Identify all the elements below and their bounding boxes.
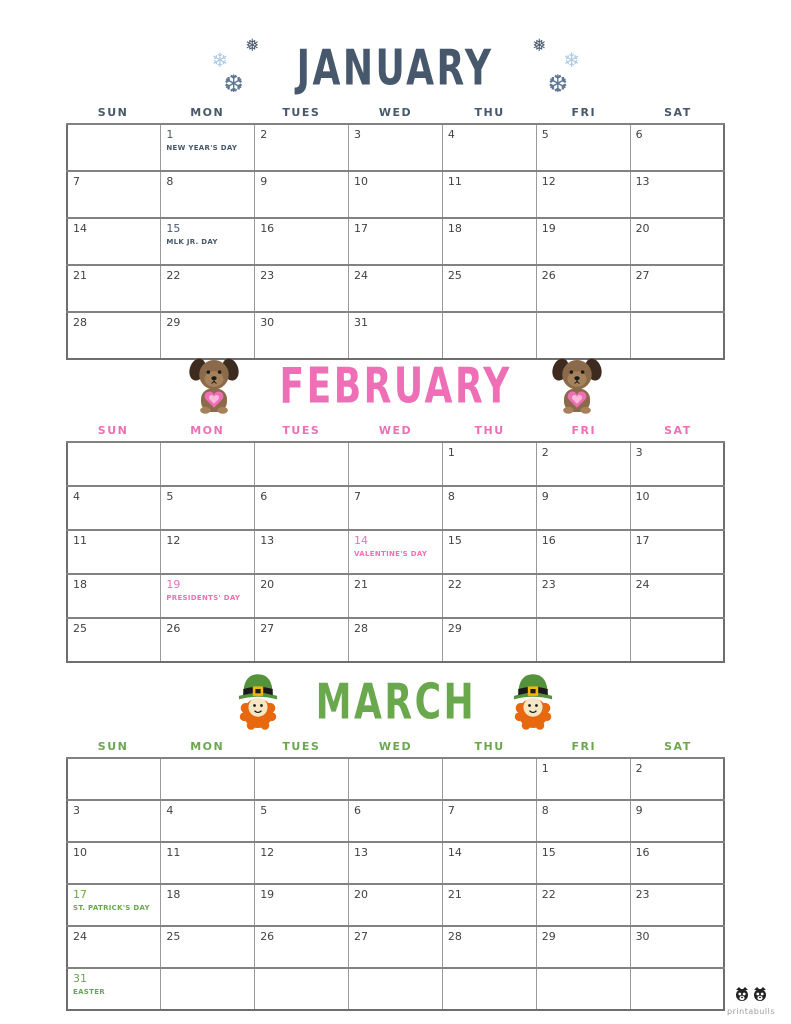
day-cell <box>255 171 349 218</box>
weekday-label: SAT <box>664 106 692 119</box>
month-title: FEBRUARY <box>279 357 512 415</box>
day-cell <box>67 758 161 800</box>
holiday-label: MLK JR. DAY <box>166 238 218 247</box>
weekday-label: SAT <box>664 424 692 437</box>
day-number: 1 <box>166 128 174 141</box>
day-number: 8 <box>447 490 455 503</box>
week-row <box>67 758 724 800</box>
day-number: 21 <box>354 578 369 591</box>
day-number: 17 <box>635 534 650 547</box>
holiday-label: VALENTINE'S DAY <box>354 550 428 559</box>
week-row <box>67 926 724 968</box>
day-cell <box>536 884 630 926</box>
day-number: 9 <box>260 175 268 188</box>
week-row <box>67 968 724 1010</box>
day-cell <box>161 486 255 530</box>
holiday-label: PRESIDENTS' DAY <box>166 594 241 603</box>
day-number: 13 <box>635 175 650 188</box>
day-cell <box>442 442 536 486</box>
day-number: 26 <box>166 622 181 635</box>
day-cell <box>630 884 724 926</box>
day-cell <box>630 574 724 618</box>
day-number: 6 <box>260 490 268 503</box>
day-cell <box>161 574 255 618</box>
weekday-label: MON <box>190 740 225 753</box>
day-number: 5 <box>166 490 174 503</box>
day-number: 18 <box>166 888 181 901</box>
day-cell <box>442 926 536 968</box>
day-cell <box>349 486 443 530</box>
day-cell <box>536 968 630 1010</box>
day-number: 25 <box>447 269 462 282</box>
day-cell <box>67 968 161 1010</box>
day-cell <box>442 968 536 1010</box>
january-title-row <box>0 34 791 102</box>
day-cell <box>349 124 443 171</box>
day-cell <box>67 171 161 218</box>
weekday-row <box>66 740 725 757</box>
day-cell <box>536 618 630 662</box>
week-row <box>67 574 724 618</box>
day-number: 22 <box>541 888 556 901</box>
day-number: 29 <box>166 316 181 329</box>
day-cell <box>67 124 161 171</box>
day-cell <box>630 968 724 1010</box>
snowflakes-icon <box>530 38 580 98</box>
day-cell <box>630 758 724 800</box>
day-cell <box>255 442 349 486</box>
day-cell <box>255 758 349 800</box>
day-cell <box>161 530 255 574</box>
holiday-label: NEW YEAR'S DAY <box>166 144 238 153</box>
month-section-february <box>0 352 791 663</box>
day-number: 3 <box>73 804 80 817</box>
day-cell <box>349 574 443 618</box>
day-cell <box>67 574 161 618</box>
day-number: 13 <box>260 534 275 547</box>
week-row <box>67 842 724 884</box>
day-number: 12 <box>166 534 181 547</box>
day-number: 25 <box>166 930 181 943</box>
day-cell <box>255 218 349 265</box>
day-cell <box>442 218 536 265</box>
day-number: 14 <box>447 846 462 859</box>
day-number: 3 <box>354 128 362 141</box>
day-cell <box>349 758 443 800</box>
weekday-label: TUES <box>282 424 321 437</box>
february-title-row <box>0 352 791 420</box>
day-number: 31 <box>354 316 369 329</box>
day-number: 19 <box>260 888 275 901</box>
day-cell <box>442 618 536 662</box>
weekday-label: THU <box>474 106 505 119</box>
day-number: 10 <box>73 846 87 859</box>
day-number: 26 <box>260 930 275 943</box>
day-number: 9 <box>541 490 549 503</box>
day-number: 16 <box>260 222 275 235</box>
day-cell <box>630 265 724 312</box>
day-number: 30 <box>260 316 275 329</box>
day-cell <box>349 842 443 884</box>
day-number: 8 <box>541 804 549 817</box>
snowflakes-icon <box>211 38 261 98</box>
day-number: 9 <box>635 804 643 817</box>
day-number: 4 <box>447 128 455 141</box>
day-cell <box>349 618 443 662</box>
day-cell <box>161 926 255 968</box>
day-cell <box>255 530 349 574</box>
day-number: 18 <box>447 222 462 235</box>
day-number: 10 <box>354 175 369 188</box>
day-cell <box>67 486 161 530</box>
day-cell <box>349 968 443 1010</box>
day-number: 3 <box>635 446 643 459</box>
day-cell <box>442 486 536 530</box>
day-number: 28 <box>354 622 369 635</box>
day-number: 15 <box>447 534 462 547</box>
day-number: 30 <box>635 930 650 943</box>
day-cell <box>442 171 536 218</box>
day-cell <box>536 574 630 618</box>
day-cell <box>255 124 349 171</box>
day-number: 28 <box>73 316 87 329</box>
day-cell <box>67 265 161 312</box>
day-cell <box>67 218 161 265</box>
day-number: 29 <box>447 622 462 635</box>
snowflake-icon: ❅ <box>245 36 260 56</box>
day-cell <box>630 124 724 171</box>
day-number: 22 <box>447 578 462 591</box>
day-number: 5 <box>260 804 268 817</box>
day-cell <box>255 618 349 662</box>
day-cell <box>255 884 349 926</box>
day-cell <box>630 218 724 265</box>
day-cell <box>67 618 161 662</box>
week-row <box>67 218 724 265</box>
day-cell <box>349 926 443 968</box>
day-number: 28 <box>447 930 462 943</box>
day-cell <box>161 218 255 265</box>
weekday-label: THU <box>474 424 505 437</box>
weekday-label: SUN <box>97 106 129 119</box>
day-cell <box>536 218 630 265</box>
day-number: 7 <box>73 175 80 188</box>
weekday-label: WED <box>378 424 413 437</box>
day-number: 18 <box>73 578 87 591</box>
day-number: 20 <box>260 578 275 591</box>
day-cell <box>630 618 724 662</box>
week-row <box>67 530 724 574</box>
day-number: 1 <box>447 446 455 459</box>
weekday-label: SAT <box>664 740 692 753</box>
day-cell <box>255 968 349 1010</box>
day-cell <box>67 842 161 884</box>
day-number: 20 <box>354 888 369 901</box>
day-number: 16 <box>541 534 556 547</box>
day-cell <box>161 265 255 312</box>
week-row <box>67 171 724 218</box>
weekday-label: SUN <box>97 424 129 437</box>
snowflake-icon: ❆ <box>547 70 568 98</box>
weekday-label: TUES <box>282 740 321 753</box>
weekday-label: TUES <box>282 106 321 119</box>
week-row <box>67 486 724 530</box>
puppy-heart-icon <box>551 355 603 417</box>
week-row <box>67 442 724 486</box>
day-number: 12 <box>541 175 556 188</box>
day-cell <box>349 442 443 486</box>
day-number: 15 <box>166 222 181 235</box>
day-cell <box>255 265 349 312</box>
day-cell <box>536 486 630 530</box>
day-number: 27 <box>260 622 275 635</box>
day-cell <box>67 530 161 574</box>
day-cell <box>161 800 255 842</box>
february-calendar-grid <box>66 441 725 663</box>
day-number: 2 <box>635 762 643 775</box>
day-cell <box>442 124 536 171</box>
day-number: 24 <box>354 269 369 282</box>
weekday-label: FRI <box>571 106 597 119</box>
day-cell <box>161 124 255 171</box>
day-number: 2 <box>260 128 268 141</box>
day-cell <box>349 171 443 218</box>
day-cell <box>630 442 724 486</box>
puppy-heart-icon <box>188 355 240 417</box>
day-number: 19 <box>541 222 556 235</box>
day-cell <box>255 842 349 884</box>
march-title-row <box>0 668 791 736</box>
weekday-label: WED <box>378 106 413 119</box>
month-section-march <box>0 668 791 1011</box>
day-number: 6 <box>635 128 643 141</box>
week-row <box>67 884 724 926</box>
day-number: 23 <box>260 269 275 282</box>
day-number: 21 <box>447 888 462 901</box>
snowflake-icon: ❆ <box>223 70 244 98</box>
day-cell <box>536 442 630 486</box>
weekday-label: FRI <box>571 424 597 437</box>
day-number: 21 <box>73 269 87 282</box>
bulldogs-icon <box>734 987 768 1002</box>
day-number: 23 <box>541 578 556 591</box>
holiday-label: ST. PATRICK'S DAY <box>73 904 150 913</box>
day-number: 17 <box>73 888 87 901</box>
day-cell <box>536 758 630 800</box>
snowflake-icon: ❅ <box>531 36 546 56</box>
day-cell <box>630 530 724 574</box>
day-cell <box>161 842 255 884</box>
holiday-label: EASTER <box>73 988 105 997</box>
day-cell <box>536 800 630 842</box>
day-number: 19 <box>166 578 181 591</box>
month-title: JANUARY <box>297 39 494 97</box>
weekday-label: MON <box>190 424 225 437</box>
weekday-label: FRI <box>571 740 597 753</box>
week-row <box>67 265 724 312</box>
day-number: 8 <box>166 175 174 188</box>
day-cell <box>536 171 630 218</box>
day-cell <box>255 486 349 530</box>
day-number: 11 <box>166 846 181 859</box>
day-cell <box>536 530 630 574</box>
day-number: 14 <box>354 534 369 547</box>
day-cell <box>161 884 255 926</box>
day-cell <box>255 800 349 842</box>
watermark-label: printabulls <box>727 1007 775 1016</box>
weekday-label: SUN <box>97 740 129 753</box>
day-cell <box>67 926 161 968</box>
day-cell <box>161 618 255 662</box>
day-number: 22 <box>166 269 181 282</box>
week-row <box>67 124 724 171</box>
day-cell <box>442 842 536 884</box>
day-number: 11 <box>73 534 87 547</box>
day-cell <box>536 842 630 884</box>
leprechaun-icon <box>232 671 284 733</box>
day-cell <box>349 884 443 926</box>
day-number: 20 <box>635 222 650 235</box>
day-number: 24 <box>635 578 650 591</box>
day-number: 6 <box>354 804 362 817</box>
watermark <box>727 987 775 1016</box>
month-title: MARCH <box>315 673 476 731</box>
day-cell <box>630 842 724 884</box>
leprechaun-icon <box>507 671 559 733</box>
day-cell <box>255 926 349 968</box>
day-cell <box>442 530 536 574</box>
snowflake-icon: ❄ <box>562 48 580 72</box>
day-number: 13 <box>354 846 369 859</box>
day-cell <box>630 486 724 530</box>
day-cell <box>442 758 536 800</box>
day-number: 27 <box>354 930 369 943</box>
march-calendar-grid <box>66 757 725 1011</box>
day-cell <box>349 530 443 574</box>
snowflake-icon: ❄ <box>211 48 229 72</box>
day-number: 15 <box>541 846 556 859</box>
day-cell <box>442 884 536 926</box>
day-number: 1 <box>541 762 549 775</box>
weekday-label: WED <box>378 740 413 753</box>
day-number: 2 <box>541 446 549 459</box>
day-number: 7 <box>447 804 455 817</box>
day-number: 24 <box>73 930 87 943</box>
day-cell <box>67 884 161 926</box>
week-row <box>67 800 724 842</box>
day-cell <box>442 574 536 618</box>
weekday-label: THU <box>474 740 505 753</box>
day-number: 5 <box>541 128 549 141</box>
day-cell <box>67 442 161 486</box>
day-number: 14 <box>73 222 87 235</box>
day-cell <box>161 968 255 1010</box>
january-calendar-grid <box>66 123 725 360</box>
weekday-label: MON <box>190 106 225 119</box>
day-number: 4 <box>73 490 80 503</box>
day-number: 11 <box>447 175 462 188</box>
day-cell <box>349 800 443 842</box>
day-cell <box>255 574 349 618</box>
day-number: 16 <box>635 846 650 859</box>
day-number: 7 <box>354 490 362 503</box>
day-cell <box>630 926 724 968</box>
day-number: 31 <box>73 972 87 985</box>
day-number: 23 <box>635 888 650 901</box>
day-cell <box>630 171 724 218</box>
day-cell <box>161 171 255 218</box>
day-number: 26 <box>541 269 556 282</box>
day-number: 10 <box>635 490 650 503</box>
day-cell <box>349 265 443 312</box>
month-section-january <box>0 34 791 360</box>
week-row <box>67 618 724 662</box>
day-cell <box>536 926 630 968</box>
day-number: 25 <box>73 622 87 635</box>
day-cell <box>536 265 630 312</box>
day-number: 12 <box>260 846 275 859</box>
day-cell <box>161 442 255 486</box>
day-cell <box>442 265 536 312</box>
day-cell <box>67 800 161 842</box>
day-number: 4 <box>166 804 174 817</box>
day-cell <box>536 124 630 171</box>
day-number: 29 <box>541 930 556 943</box>
day-cell <box>630 800 724 842</box>
day-cell <box>349 218 443 265</box>
day-cell <box>161 758 255 800</box>
weekday-row <box>66 424 725 441</box>
day-cell <box>442 800 536 842</box>
day-number: 17 <box>354 222 369 235</box>
weekday-row <box>66 106 725 123</box>
day-number: 27 <box>635 269 650 282</box>
